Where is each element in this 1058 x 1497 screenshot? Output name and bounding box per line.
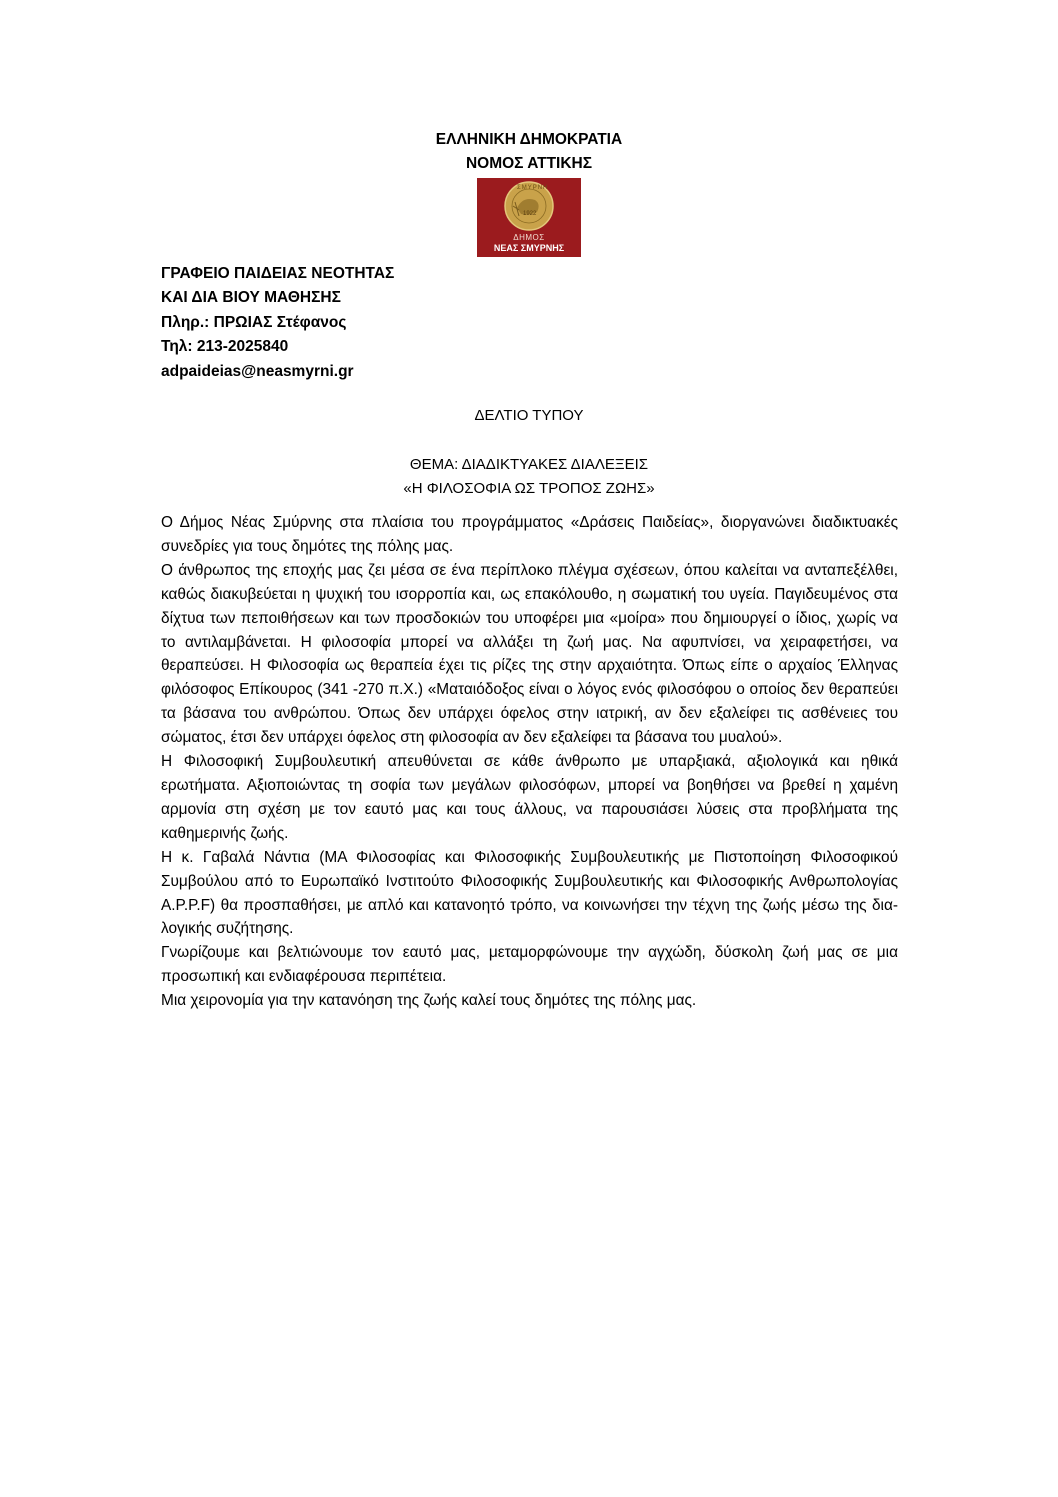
contact-person: Πληρ.: ΠΡΩΙΑΣ Στέφανος xyxy=(161,313,347,331)
press-release-title: ΔΕΛΤΙΟ ΤΥΠΟΥ xyxy=(474,407,584,424)
seal-year: 1922 xyxy=(523,211,537,217)
paragraph: Η Φιλοσοφική Συμβουλευτική απευθύνεται σε κάθε άνθρωπο με υπαρξιακά, αξιολογικά και ηθικά ερωτήματα. Αξιοποιώντας τη σοφία των μεγάλων φιλοσόφων, μπορεί να βοηθήσει να βρεθεί η χαμένη αρμονία στη σχέση με τον εαυτό μας και τους άλλους, να παρουσιάσει λύσεις στα προβλήματα της καθημερινής ζωής. xyxy=(161,753,898,842)
subject-line: ΘΕΜΑ: ΔΙΑΔΙΚΤΥΑΚΕΣ ΔΙΑΛΕΞΕΙΣ xyxy=(409,456,649,473)
office-name-line1: ΓΡΑΦΕΙΟ ΠΑΙΔΕΙΑΣ ΝΕΟΤΗΤΑΣ xyxy=(161,265,395,282)
header-republic: ΕΛΛΗΝΙΚΗ ΔΗΜΟΚΡΑΤΙΑ xyxy=(435,131,623,148)
paragraph: Γνωρίζουμε και βελτιώνουμε τον εαυτό μας, μεταμορφώνουμε την αγχώδη, δύσκολη ζωή μας σε μια προσωπική και ενδιαφέρουσα περιπέτεια. xyxy=(161,944,898,986)
sender-block xyxy=(161,262,394,384)
body-text xyxy=(161,511,898,1013)
phone-number: Τηλ: 213-2025840 xyxy=(161,338,289,356)
paragraph: Ο Δήμος Νέας Σμύρνης στα πλαίσια του προγράμματος «Δράσεις Παιδείας», διοργανώνει διαδικτυακές συνεδρίες για τους δημότες της πόλης μας. xyxy=(161,514,898,555)
header-prefecture: ΝΟΜΟΣ ΑΤΤΙΚΗΣ xyxy=(465,155,593,172)
logo-label-municipality: ΔΗΜΟΣ xyxy=(513,233,545,242)
seal-text: ΣΜΥΡΝΗ xyxy=(517,185,549,191)
subject-subtitle: «Η ΦΙΛΟΣΟΦΙΑ ΩΣ ΤΡΟΠΟΣ ΖΩΗΣ» xyxy=(403,480,655,497)
paragraph: Η κ. Γαβαλά Νάντια (ΜΑ Φιλοσοφίας και Φιλοσοφικής Συμβουλευτικής με Πιστοποίηση Φιλοσοφικού Συμβούλου από το Ευρωπαϊκό Ινστιτούτο Φιλοσοφικής Συμβουλευτικής και Φιλοσοφικής Ανθρωπολογίας A.P.P.F) θα προσπαθήσει, με απλό και κατανοητό τρόπο, να κοινωνήσει την τέχνη της ζωής μέσω της δια-λογικής συζήτησης. xyxy=(161,848,898,938)
municipality-logo xyxy=(477,178,581,257)
paragraph: Ο άνθρωπος της εποχής μας ζει μέσα σε ένα περίπλοκο πλέγμα σχέσεων, όπου καλείται να ανταπεξέλθει, καθώς διακυβεύεται η ψυχική του ισορροπία και, ως επακόλουθο, η σωματική του υγεία. Παγιδευμένος στα δίχτυα των πεποιθήσεων και των προσδοκιών του υποφέρει μια «μοίρα» που δημιουργεί ο ίδιος, χωρίς να το αντιλαμβάνεται. Η φιλοσοφία μπορεί να αλλάξει τη ζωή μας. Να αφυπνίσει, να χειραφετήσει, να θεραπεύσει. Η Φιλοσοφία ως θεραπεία έχει τις ρίζες της στην αρχαιότητα. Όπως είπε ο αρχαίος Έλληνας φιλόσοφος Επίκουρος (341 -270 π.Χ.) «Ματαιόδοξος είναι ο λόγος ενός φιλοσόφου ο οποίος δεν θεραπεύει τα βάσανα του ανθρώπου. Όπως δεν υπάρχει όφελος στην ιατρική, αν δεν εξαλείφει τις ασθένειες του σώματος, έτσι δεν υπάρχει όφελος στη φιλοσοφία αν δεν εξαλείφει τα βάσανα του μυαλού». xyxy=(161,561,898,747)
office-name-line2: ΚΑΙ ΔΙΑ ΒΙΟΥ ΜΑΘΗΣΗΣ xyxy=(161,289,341,307)
paragraph: Μια χειρονομία για την κατανόηση της ζωής καλεί τους δημότες της πόλης μας. xyxy=(161,992,697,1010)
logo-label-city: ΝΕΑΣ ΣΜΥΡΝΗΣ xyxy=(493,243,565,253)
email-address[interactable]: adpaideias@neasmyrni.gr xyxy=(161,362,354,380)
